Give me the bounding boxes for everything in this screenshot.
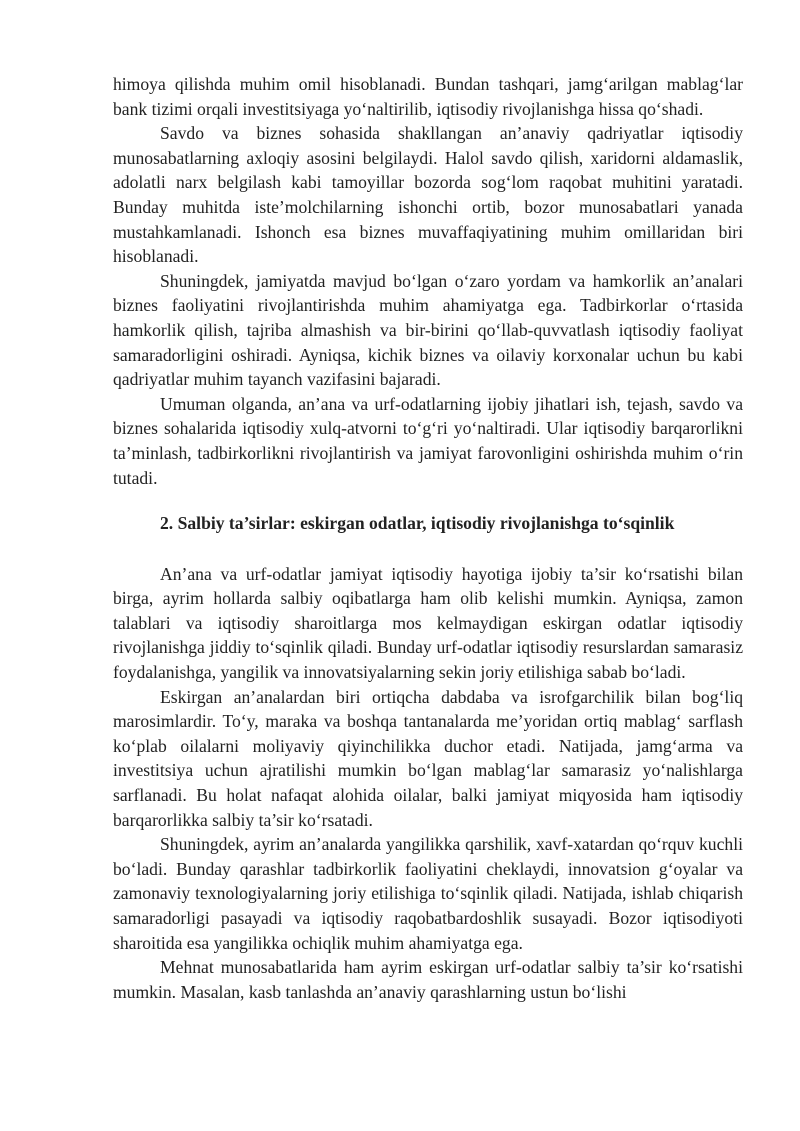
paragraph-extravagance: Eskirgan an’analardan biri ortiqcha dabdaba va isrofgarchilik bilan bog‘liq marosimlardir. To‘y, maraka va boshqa tantanalarda me’yoridan ortiq mablag‘ sarflash ko‘plab oilalarni moliyaviy qiyinchilikka duchor etadi. Natijada, jamg‘arma va investitsiya uchun ajratilishi mumkin bo‘lgan mablag‘lar samarasiz yo‘nalishlarga sarflanadi. Bu holat nafaqat alohida oilalar, balki jamiyat miqyosida ham iqtisodiy barqarorlikka salbiy ta’sir ko‘rsatadi. (113, 686, 743, 830)
paragraph-resistance: Shuningdek, ayrim an’analarda yangilikka qarshilik, xavf-xatardan qo‘rquv kuchli bo‘ladi. Bunday qarashlar tadbirkorlik faoliyatini cheklaydi, innovatsion g‘oyalar va zamonaviy texnologiyalarning joriy etilishiga to‘sqinlik qiladi. Natijada, ishlab chiqarish samaradorligi pasayadi va iqtisodiy raqobatbardoshlik susayadi. Bozor iqtisodiyoti sharoitida esa yangilikka ochiqlik muhim ahamiyatga ega. (113, 834, 743, 953)
paragraph-labor-relations: Mehnat munosabatlarida ham ayrim eskirgan urf-odatlar salbiy ta’sir ko‘rsatishi mumkin. Masalan, kasb tanlashda an’anaviy qarashlarning ustun bo‘lishi (113, 957, 743, 1002)
paragraph-cooperation: Shuningdek, jamiyatda mavjud bo‘lgan o‘zaro yordam va hamkorlik an’analari biznes faoliyatini rivojlantirishda muhim ahamiyatga ega. Tadbirkorlar o‘rtasida hamkorlik qilish, tajriba almashish va bir-birini qo‘llab-quvvatlash iqtisodiy faoliyat samaradorligini oshiradi. Ayniqsa, kichik biznes va oilaviy korxonalar uchun bu kabi qadriyatlar muhim tayanch vazifasini bajaradi. (113, 270, 743, 390)
paragraph-trade-values: Savdo va biznes sohasida shakllangan an’anaviy qadriyatlar iqtisodiy munosabatlarning axloqiy asosini belgilaydi. Halol savdo qilish, xaridorni aldamaslik, adolatli narx belgilash kabi tamoyillar bozorda sog‘lom raqobat muhitini yaratadi. Bunday muhitda iste’molchilarning ishonchi ortib, bozor munosabatlari yanada mustahkamlanadi. Ishonch esa biznes muvaffaqiyatining muhim omillaridan biri hisoblanadi. (113, 123, 743, 267)
section-heading: 2. Salbiy ta’sirlar: eskirgan odatlar, iqtisodiy rivojlanishga to‘sqinlik (160, 513, 675, 534)
paragraph-negative-intro: An’ana va urf-odatlar jamiyat iqtisodiy hayotiga ijobiy ta’sir ko‘rsatishi bilan birga, ayrim hollarda salbiy oqibatlarga ham olib kelishi mumkin. Ayniqsa, zamon talablari va iqtisodiy sharoitlarga mos kelmaydigan eskirgan odatlar iqtisodiy rivojlanishga jiddiy to‘sqinlik qiladi. Bunday urf-odatlar iqtisodiy resurslardan samarasiz foydalanishga, yangilik va innovatsiyalarning sekin joriy etilishiga sabab bo‘ladi. (113, 563, 743, 683)
paragraph-continuation: himoya qilishda muhim omil hisoblanadi. Bundan tashqari, jamg‘arilgan mablag‘lar bank tizimi orqali investitsiyaga yo‘naltirilib, iqtisodiy rivojlanishga hissa qo‘shadi. (113, 74, 743, 119)
paragraph-summary: Umuman olganda, an’ana va urf-odatlarning ijobiy jihatlari ish, tejash, savdo va biznes sohalarida iqtisodiy xulq-atvorni to‘g‘ri yo‘naltiradi. Ular iqtisodiy barqarorlikni ta’minlash, tadbirkorlikni rivojlantirish va jamiyat farovonligini oshirishda muhim o‘rin tutadi. (113, 393, 743, 488)
document-page (113, 72, 743, 1004)
